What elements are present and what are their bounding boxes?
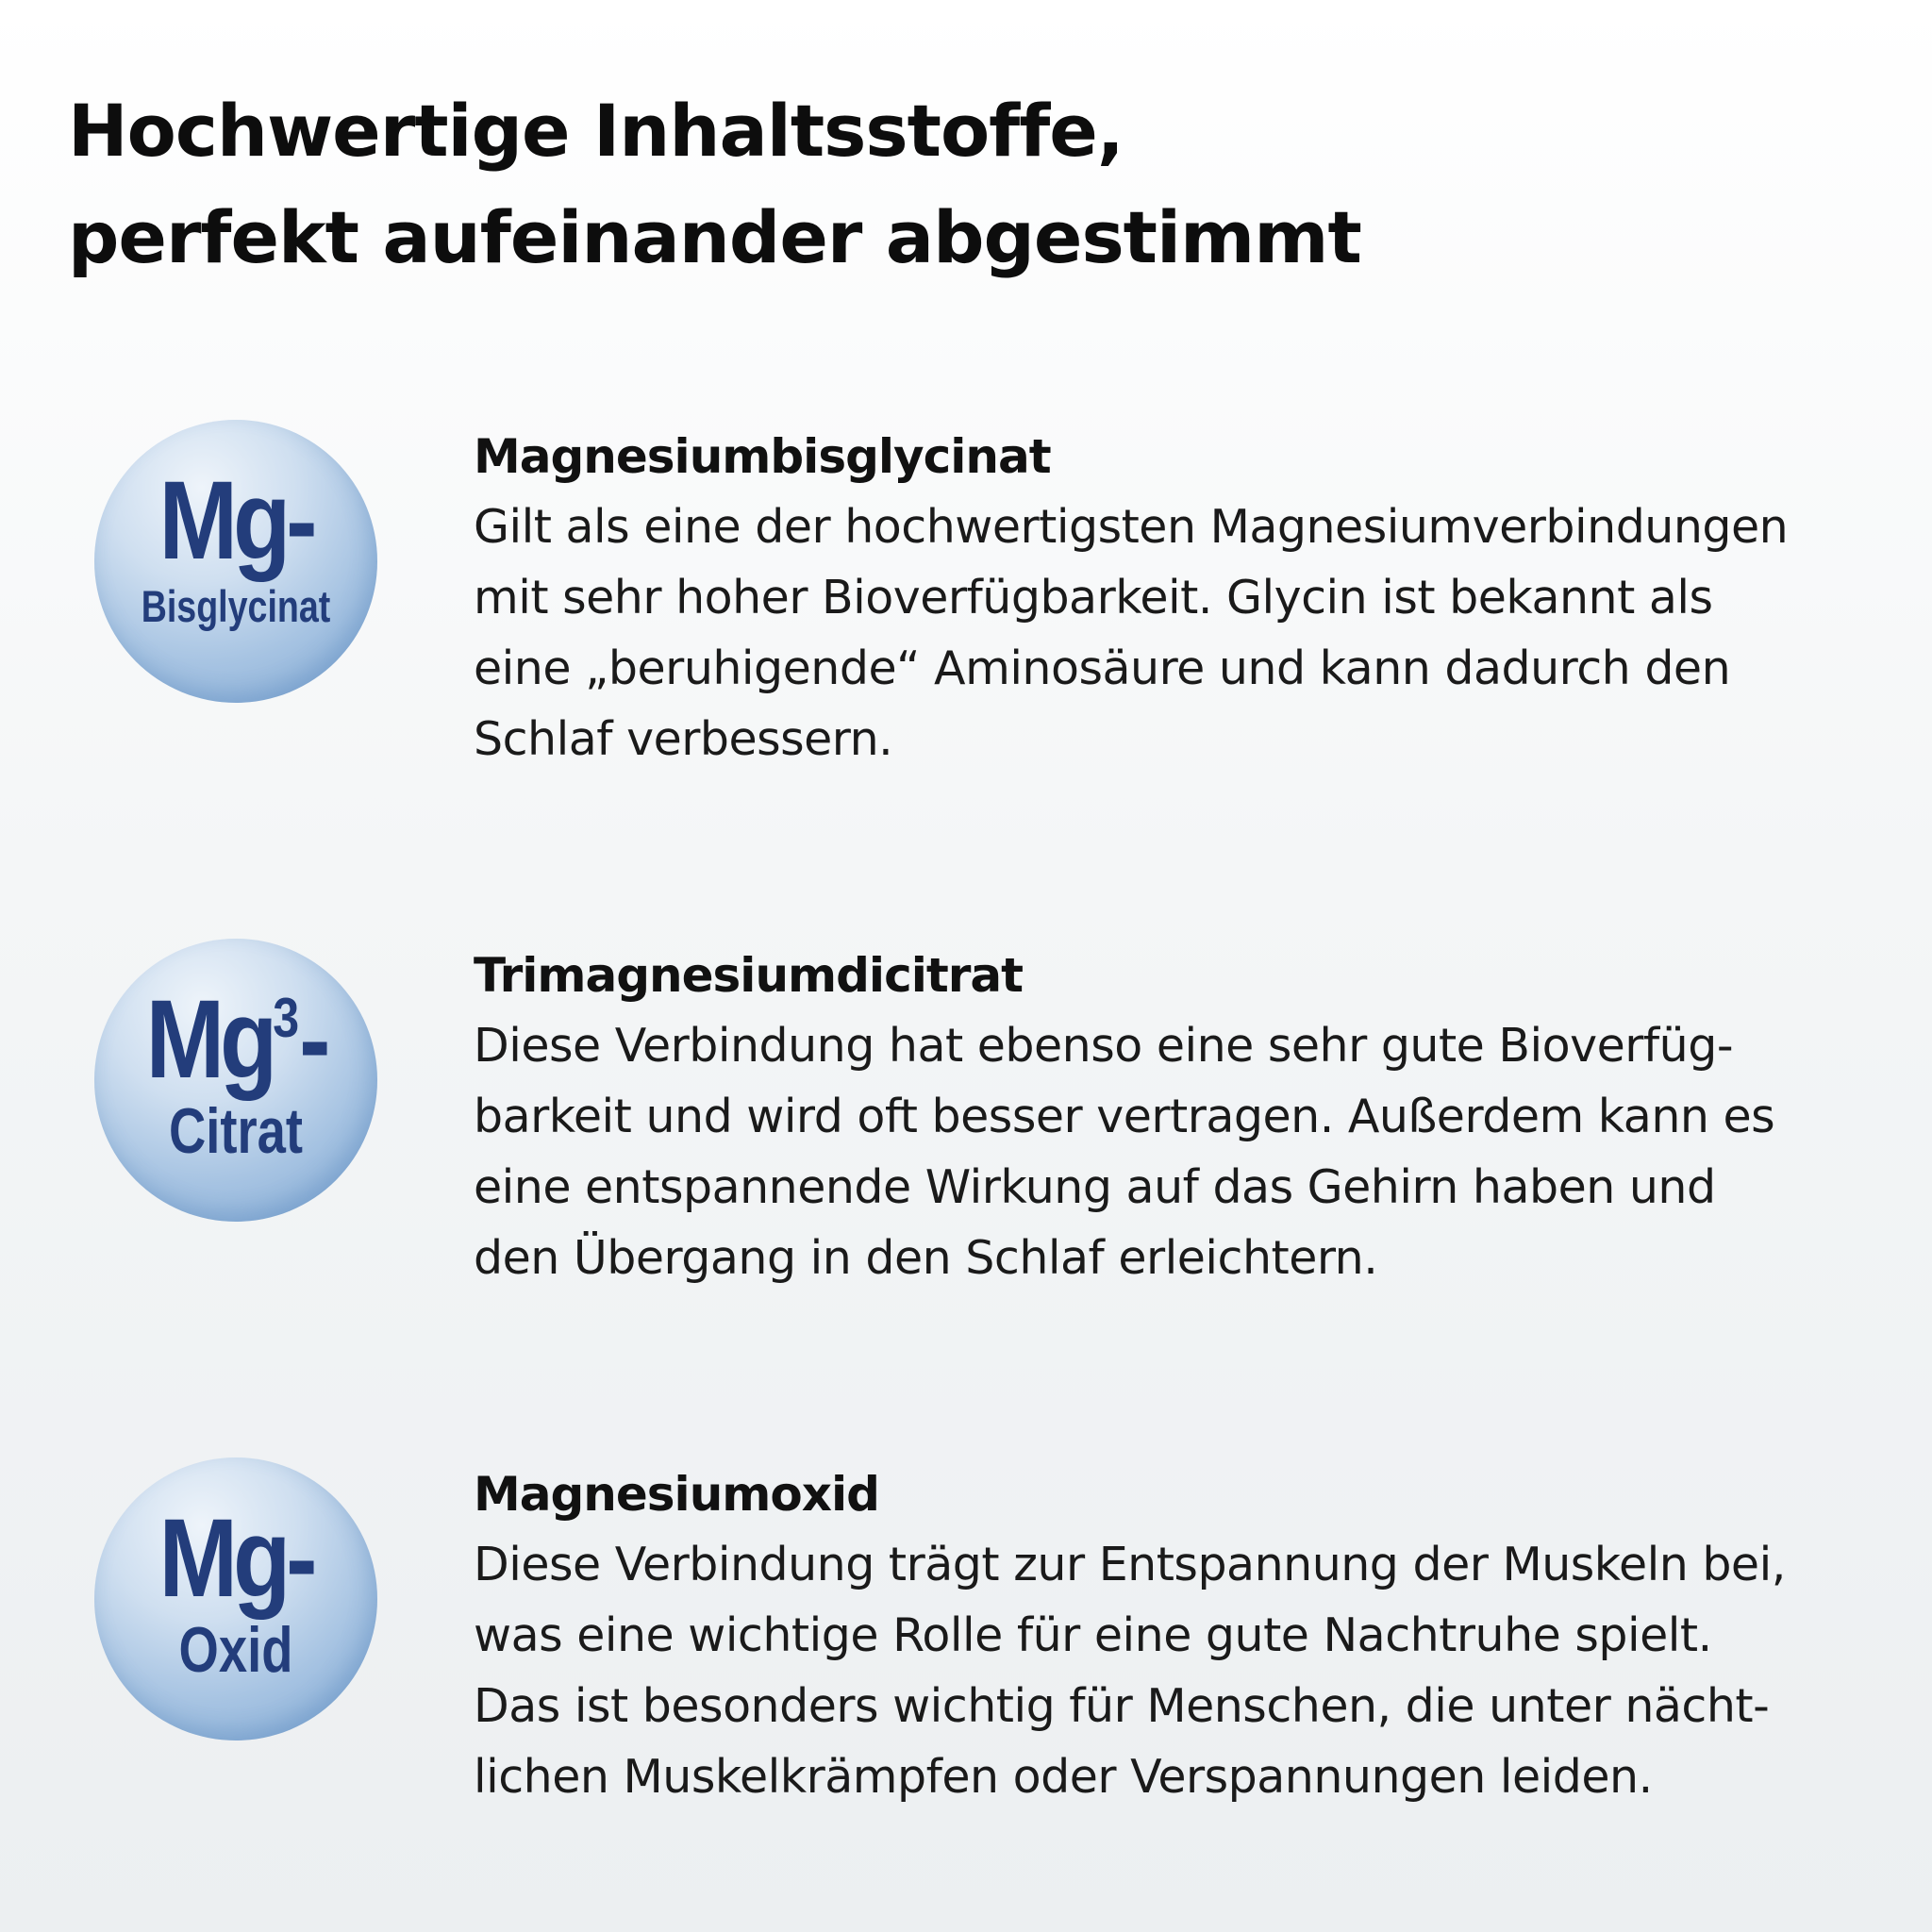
section-magnesiumbisglycinat [474,429,1879,774]
description-line: eine entspannende Wirkung auf das Gehirn haben und [474,1160,1716,1214]
headline-line-1: Hochwertige Inhaltsstoffe, [68,89,1124,173]
page-headline [68,77,1361,291]
description-line: Schlaf verbessern. [474,712,893,766]
description-line: eine „beruhigende“ Aminosäure und kann dadurch den [474,641,1731,695]
description-line: Gilt als eine der hochwertigsten Magnesiumverbindungen [474,500,1789,554]
mg-citrat-badge [94,939,377,1222]
section-title: Magnesiumbisglycinat [474,429,1051,484]
description-line: den Übergang in den Schlaf erleichtern. [474,1231,1378,1285]
section-title: Magnesiumoxid [474,1467,879,1522]
description-line: lichen Muskelkrämpfen oder Verspannungen leiden. [474,1750,1653,1804]
badge-symbol: Mg- [158,1496,313,1621]
section-description [474,491,1879,774]
badge-symbol: Mg$^3$- [145,977,326,1102]
description-line: was eine wichtige Rolle für eine gute Nachtruhe spielt. [474,1608,1712,1662]
headline-line-2: perfekt aufeinander abgestimmt [68,195,1361,279]
badge-subtitle: Oxid [178,1614,293,1686]
badge-symbol: Mg- [158,458,313,583]
description-line: barkeit und wird oft besser vertragen. Außerdem kann es [474,1090,1775,1143]
section-title: Trimagnesiumdicitrat [474,948,1024,1003]
mg-bisglycinat-badge [94,420,377,703]
description-line: Diese Verbindung hat ebenso eine sehr gute Bioverfüg- [474,1019,1733,1073]
mg-oxid-badge [94,1457,377,1740]
badge-superscript: 3 [273,986,300,1049]
section-magnesiumoxid [474,1467,1879,1812]
badge-subtitle: Bisglycinat [141,581,331,631]
section-description [474,1529,1879,1812]
description-line: Das ist besonders wichtig für Menschen, die unter nächt- [474,1679,1770,1733]
section-trimagnesiumdicitrat [474,948,1879,1293]
section-description [474,1010,1879,1293]
badge-subtitle: Citrat [168,1095,304,1167]
description-line: mit sehr hoher Bioverfügbarkeit. Glycin ist bekannt als [474,571,1713,625]
description-line: Diese Verbindung trägt zur Entspannung der Muskeln bei, [474,1538,1786,1591]
